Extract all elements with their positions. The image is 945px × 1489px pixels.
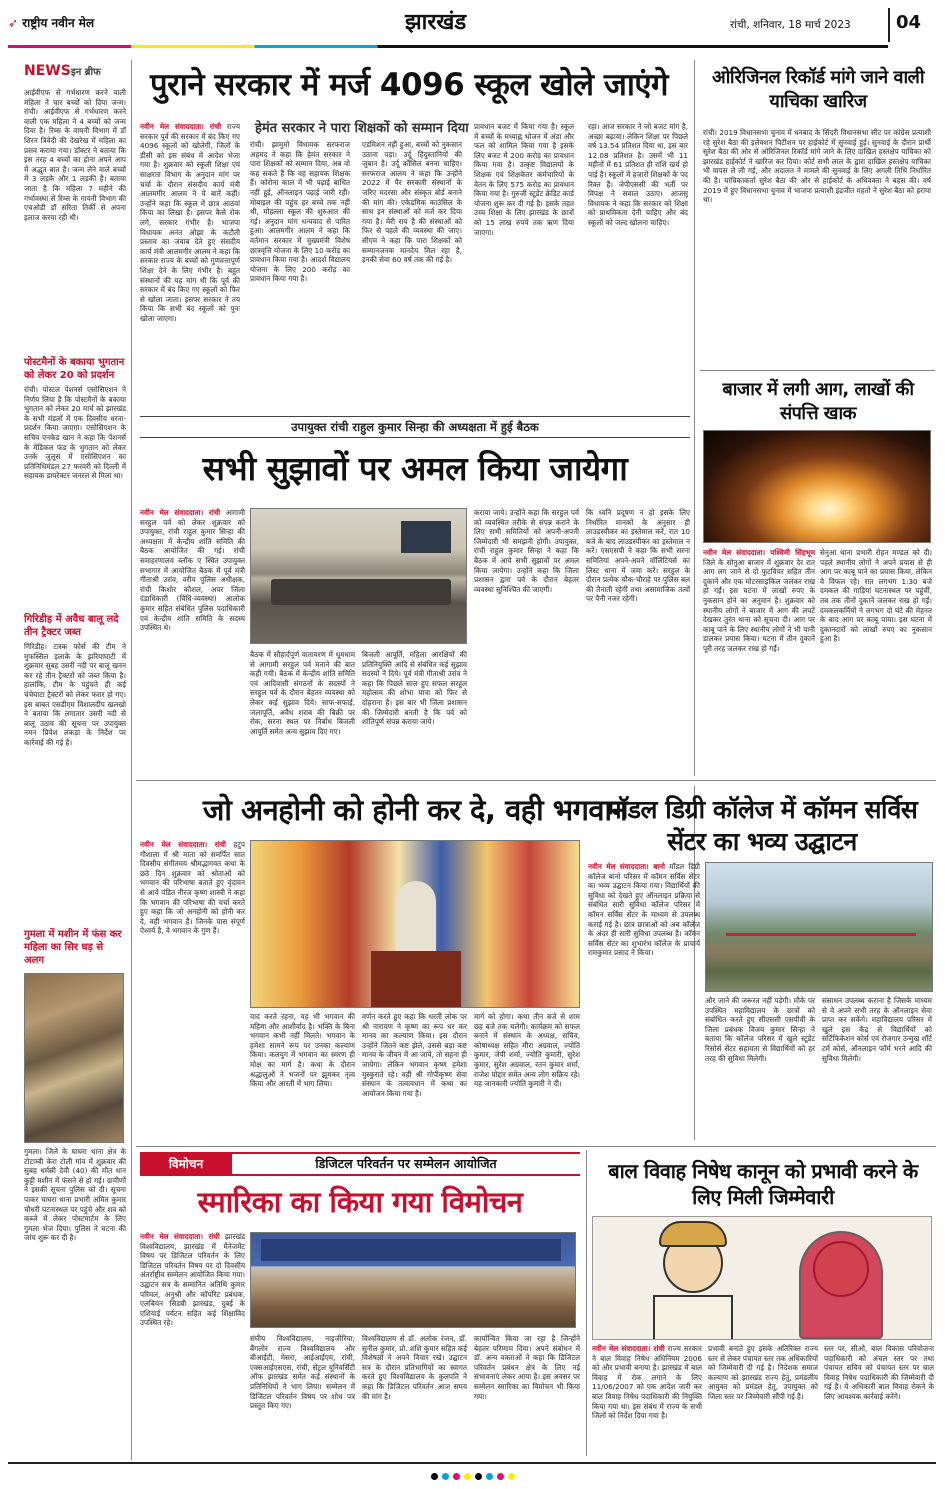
petition-headline: ओरिजिनल रिकॉर्ड मांगे जाने वाली याचिका खारिज — [712, 67, 924, 112]
meeting-col-1 — [140, 508, 245, 774]
fire-side-divider — [694, 400, 695, 776]
registration-dot — [497, 1473, 504, 1480]
lead-col-1 — [140, 122, 240, 394]
news-brief-column — [24, 62, 126, 1452]
bride-veil — [799, 1231, 883, 1339]
page-number: 04 — [896, 12, 922, 33]
meeting-strip — [140, 416, 690, 438]
news-brief-label — [24, 62, 126, 82]
fire-col-1-text: जिले के सोनुआ बाजार में शुक्रवार देर रात आग लग जाने से दो फुटवियर सहित तीन दुकानें और एक मोटरसाइकिल जलकर राख हो गईं। इस घटना में लाखों रुपए के नुकसान होने का अनुमान है। शुक्रवार को स्थानीय लोगों ने बाजार में आग की लपटें देखकर तुरंत थाना को सूचना दी। आग पर काबू पाने के लिए स्थानीय लोगों ने भी पानी डालकर प्रयास किया। घटना में तीन दुकानें पूरी तरह जलकर राख हो गईं। — [703, 557, 815, 653]
column-divider — [131, 60, 132, 1460]
fire-col-1 — [703, 548, 815, 776]
brief-body-3: गिरिडीह। टास्क फोर्स की टीम ने मुफस्सिल इलाके के झरियाघाटी में शुक्रवार सुबह उसरी नदी पर बालू खनन कर रहे तीन ट्रैक्टरों को जब्त किया है। हालांकि, टीम के पहुंचते ही कई चंचेघाटा ट्रैक्टरों को लेकर फरार हो गए। इस बाबत एसडीएम विशालदीप खलखो ने बताया कि लगातार उसरी नदी से बालू उठाव की सूचना पर उपायुक्त नमन प्रियेश लकड़ा के निर्देश पर कार्रवाई की गई है। — [24, 642, 126, 747]
college-col-1 — [588, 862, 700, 1140]
balvivah-col-1-text: राज्य सरकार ने बाल विवाह निषेध अधिनियम 2006 को और प्रभावी बनाया है। झारखंड में बाल विवाह में रोक लगाने के लिए 11/06/2007 को एक आदेश जारी कर बाल विवाह निषेध पदाधिकारी की नियुक्ति किया गया था। इस संबंध में राज्य के सभी जिलों को निर्देश दिया गया है। — [592, 1344, 702, 1421]
footer-rule — [8, 1462, 936, 1464]
bhagwan-headline: जो अनहोनी को होनी कर दे, वही भगवान — [202, 793, 628, 827]
balvivah-byline: नवीन मेल संवाददाता। रांची — [592, 1344, 665, 1353]
fire-photo — [703, 430, 931, 543]
bhagwan-col-1 — [140, 840, 245, 1140]
bird-icon: ➶ — [8, 16, 19, 30]
meeting-col-3: बिजली आपूर्ति, महिला आरक्षियों की प्रतिनियुक्ति आदि से संबंधित कई सुझाव सदस्यों ने दिये। पूर्व मंत्री गीताश्री उरांव ने कहा कि पिछले साल हुए सफल सरहुल महोत्सव की शोभा यात्रा को फिर से दोहराना है। इस बार भी जिला प्रशासन की जिम्मेदारी बनती है कि पर्व को शांतिपूर्ण संपन्न कराया जाये। — [362, 650, 467, 727]
lead-byline: नवीन मेल संवाददाता। रांची — [140, 122, 222, 131]
katha-photo-podium — [371, 951, 461, 1008]
meeting-col-1-text: आगामी सरहुल पर्व को लेकर शुक्रवार को उपायुक्त, रांची राहुल कुमार सिन्हा की अध्यक्षता में केन्द्रीय शांति समिति की बैठक आयोजित की गई। रांची समाहरणालय ब्लॉक ए स्थित उपायुक्त सभागार में आयोजित बैठक में पूर्व मंत्री गीताश्री उरांव, वरीय पुलिस अधीक्षक, रांची किशोर कौशल, अपर जिला दंडाधिकारी (विधि-व्यवस्था) आलोक कुमार सहित संबंधित पुलिस पदाधिकारी एवं केन्द्रीय शांति समिति के सदस्य उपस्थित थे। — [140, 508, 245, 633]
lead-col-4: प्रावधान बजट में किया गया है। स्कूल में बच्चों के मध्याह्न भोजन में अंडा और फल को शामिल किया गया है इसके लिए बजट में 200 करोड़ का प्रावधान किया गया है। उत्कृष्ट विद्यालयों के शिक्षक एवं शिक्षकेतर कर्मचारियों के वेतन के लिए 575 करोड़ का प्रावधान किया गया है। गुरुजी स्टूडेंट क्रेडिट कार्ड योजना शुरू कर दी गई है। इसके तहत उच्च शिक्षा के लिए झारखंड के छात्रों को 15 लाख रुपये तक ऋण दिया जाएगा। — [474, 122, 574, 237]
vimochan-byline: नवीन मेल संवाददाता। रांची — [140, 1232, 220, 1241]
petition-body: रांची। 2019 विधानसभा चुनाव में धनबाद के सिंदरी विधानसभा सीट पर कांग्रेस प्रत्याशी रहे सुरेश बैठा की इलेक्शन पिटीशन पर हाईकोर्ट में सुनवाई हुई। सुनवाई के दौरान प्रार्थी सुरेश बैठा की ओर से ओरिजिनल रिकॉर्ड मांगे जाने के लिए दाखिल हस्तक्षेप याचिका को झारखंड हाईकोर्ट ने खारिज कर दिया। कोर्ट सभी लाल के द्वारा दाखिल हस्तक्षेप याचिका भी वापस ले ली गई, और अदालत ने मामले की सुनवाई के लिए अगली तिथि निर्धारित की है। याचिकाकर्ता सुरेश बैठा की ओर से हाईकोर्ट के अधिवक्ता ने बहस की। वर्ष 2019 में हुए विधानसभा चुनाव में भाजपा प्रत्याशी इंद्रजीत महतो ने सुरेश बैठा को हराया था। — [703, 128, 931, 205]
meeting-bottom-rule — [136, 780, 936, 781]
machine-accident-photo — [24, 973, 124, 1143]
college-photo — [705, 862, 933, 992]
paper-name: राष्ट्रीय नवीन मेल — [22, 16, 95, 30]
balvivah-headline: बाल विवाह निषेध कानून को प्रभावी करने के लिए मिली जिम्मेवारी — [608, 1159, 918, 1209]
lead-col-3: एडमिशन नहीं हुआ, बच्चों को नुकसान उठाना पड़ा। उर्दू हिंदुस्तानियों की जुबान है। उर्दू कौंसिल बनना चाहिए। सरफराज आलम ने कहा कि उन्होंने 2022 में पैर सरकारी संस्थानों के जरिए मदरसा और संस्कृत बोर्ड बनाने की मांग की। एकेडमिक काउंसिल के साथ इन संस्थाओं को मर्ज कर दिया गया है। मेरी राय है की संस्थाओं को फिर से पहले की व्यवस्था की जाए। सीएम ने कहा कि पारा शिक्षकों को सम्मानजनक मानदेय मिल रहा है, इनकी सेवा 60 वर्ष तक की गई है। — [362, 140, 462, 265]
vimochan-col-1-text: झारखंड विश्वविद्यालय, झारखंड में मैनेजमेंट विषय पर डिजिटल परिवर्तन के लिए डिजिटल परिवर्तन विषय पर दो दिवसीय अंतर्राष्ट्रीय सम्मेलन आयोजित किया गया। उद्घाटन सत्र के सम्मानित अतिथि कुमार परिमल, अनुश्री और कॉर्पोरेट प्रबंधक, एलबियन सिडबी झारखंड, दुबई के एशियाई पर्यटन सहित कई शिक्षाविद उपस्थित रहे। — [140, 1232, 245, 1328]
vimochan-col-1 — [140, 1232, 245, 1454]
brief-intro: आईवीएफ से गर्भधारण करने वाली महिला ने चार बच्चों को दिया जन्म। रांची। आईवीएफ से गर्भधारण करने वाली एक महिला ने 4 बच्चों को जन्म दिया है। रिम्स के वायनी विभाग में डॉ शिरन त्रिवेदी की देखरेख में महिला का प्रसव कराया गया। डॉक्टर ने बताया कि इस तरह 4 बच्चों का होना अपने आप में अद्भुत बात है। जन्म लेने वाले बच्चों में 3 लड़के और 1 लड़की है। बताया जाता है कि महिला 7 महीने की गर्भावस्था से रिम्स के गायनी विभाग की एचओडी डॉ सरिता तिर्की से अपना इलाज करवा रही थी। — [24, 88, 126, 222]
college-byline: नवीन मेल संवाददाता। बानो — [588, 862, 666, 871]
vimochan-col-2: संघीय विश्वविद्यालय, नाइजीरिया; बैंगलोर राज्य विश्वविद्यालय और बीआईटी, मेसरा, आईआईएम, रांची, एक्सआईएसएस, रांची, सेंट्रल यूनिवर्सिटी ऑफ झारखंड समेत कई संस्थानों के प्रतिनिधियों ने भाग लिया। सम्मेलन में डिजिटल परिवर्तन विषय पर शोध पत्र प्रस्तुत किए गए। — [250, 1334, 355, 1411]
registration-dot — [453, 1473, 460, 1480]
lead-col-5: रहा। आज सरकार ने जो बजट मांग है, अच्छा बढ़ाया। लेकिन शिक्षा पर पिछले वर्ष 13.54 प्रतिशत दिया था, इस बार 12.08 प्रतिशत है। उसमें भी 11 महीनों में 61 प्रतिशत ही राशि खर्च हो पाई है। स्कूलों में हजारों शिक्षकों के पद रिक्त हैं। जेपीएससी की भर्ती पर विपक्ष ने सवाल उठाए। आजसू विधायक ने कहा कि सरकार को शिक्षा को प्राथमिकता देनी चाहिए और बंद स्कूलों को जल्द खोलना चाहिए। — [588, 122, 688, 227]
registration-dot — [475, 1473, 482, 1480]
masthead-divider — [888, 8, 890, 42]
balvivah-col-3: स्तर पर, सीओ, बाल विकास परियोजना पदाधिकारी को अंचल स्तर पर तथा पंचायत सचिव को पंचायत स्तर पर बाल विवाह निषेध पदाधिकारी की जिम्मेवारी दी गई है। ये अधिकारी बाल विवाह रोकने के लिए आवश्यक कार्रवाई करेंगे। — [824, 1344, 934, 1401]
registration-dot — [464, 1473, 471, 1480]
registration-dot — [431, 1473, 438, 1480]
brief-heading-3: गिरिडीह में अवैध बालू लदे तीन ट्रैक्टर जब्त — [24, 614, 119, 638]
college-col-2: और जाने की जरूरत नहीं पड़ेगी। मौके पर उपस्थित महाविद्यालय के छात्रों को संबोधित करते हुए सीएससी एसपीवी के जिला प्रबंधक विजय कुमार सिन्हा ने बताया कि कॉलेज परिसर में खुले स्टूडेंट रिसोर्स सेंटर सहायता से विद्यार्थियों को हर तरह की सुविधा मिलेगी। — [705, 996, 815, 1063]
bhagwan-col-1-text: हटुप गौशाला में श्री माता को समर्पित सात दिवसीय संगीतमय श्रीमद्भागवत कथा के छठे दिन शुक्रवार को श्रोताओं को भगवान की परिभाषा बताते हुए वृंदावन से आये पंडित नीरज कृष्ण शास्त्री ने कहा कि भगवान की परिभाषा की चर्चा करते हुए कहा कि जो अनहोनी को होनी कर दे, वही भगवान है। जिनके पास संपूर्ण ऐश्वर्य है, वे भगवान के गुण हैं। — [140, 840, 245, 936]
lower-rule — [136, 1146, 936, 1147]
groom-turban — [659, 1221, 727, 1247]
balvivah-divider — [586, 1150, 587, 1456]
registration-marks — [0, 1473, 945, 1483]
meeting-strip-text: उपायुक्त रांची राहुल कुमार सिन्हा की अध्यक्षता में हुई बैठक — [291, 420, 539, 434]
meeting-byline: नवीन मेल संवाददाता। रांची — [140, 508, 221, 517]
meeting-col-2: बैठक में सौहार्दपूर्ण वातावरण में धूमधाम से आगामी सरहुल पर्व मनाने की बात कही गयी। बैठक में केन्द्रीय शांति समिति एवं आदिवासी संगठनों के सदस्यों ने सरहुल पर्व के दौरान बेहतर व्यवस्था को लेकर कई सुझाव दिये। साफ-सफाई, जलापूर्ति, अवैध शराब की बिक्री पर रोक, सरना स्थल पर निर्बाध बिजली आपूर्ति समेत अन्य सुझाव दिए गए। — [250, 650, 355, 736]
balvivah-illustration — [592, 1216, 932, 1340]
groom-body — [653, 1295, 733, 1339]
college-photo-ribbon — [726, 933, 916, 936]
fire-byline: नवीन मेल संवाददाता। पश्चिमी सिंहभूम — [703, 548, 815, 557]
lead-col-1-text: राज्य सरकार पूर्व की सरकार में बंद किए गए 4096 स्कूलों को खोलेगी, जिलों के डीसी को इस संबंध में आदेश भेजा गया है। शुक्रवार को स्कूली शिक्षा एवं साक्षरता विभाग के अनुदान मांग पर चर्चा के दौरान संसदीय कार्य मंत्री आलमगीर आलम ने ये बातें कहीं। उन्होंने कहा कि स्कूल में छात्र आठवां किया का लिखा है। इसपर कैसे रोक लगे, सरकार गंभीर है। भाजपा विधायक अनंत ओझा के कटौती प्रस्ताव का जवाब देते हुए संसदीय कार्य मंत्री आलमगीर आलम ने कहा कि सरकार राज्य के बच्चों को गुणवत्तापूर्ण शिक्षा देने के लिए गंभीर है। बहुत संस्थानों की यह मांग थी कि पूर्व की सरकार में बंद किए गए स्कूलों को फिर से खोला जाता। इसपर सरकार ने तय किया कि सभी बंद स्कूलों को पुनः खोला जाएगा। — [140, 122, 240, 323]
petition-bottom-rule — [700, 370, 935, 371]
lead-col-2: रांची। झामुमो विधायक सरफराज अहमद ने कहा कि हेमंत सरकार ने पारा शिक्षकों को सम्मान दिया, अब वो कह सकते हैं कि वह सहायक शिक्षक हैं। कोरोना काल में भी पढ़ाई बाधित नहीं हुई, ऑनलाइन पढ़ाई जारी रही। मोबाइल की पहुंच हर बच्चे तक नहीं थी, मोहल्ला स्कूल की शुरुआत की गई। अनुदान मांग धन्यवाद से पारित हुआ। आलमगीर आलम ने कहा कि वर्तमान सरकार में मुख्यमंत्री विशेष छात्रवृत्ति योजना के लिए 10 करोड़ का प्रावधान किया गया है। आदर्श विद्यालय योजना के लिए 200 करोड़ का प्रावधान किया गया है। — [250, 140, 350, 284]
bhagwan-col-3: वर्णन करते हुए कहा कि धरती लोक पर श्री नारायण ने कृष्ण का रूप धर कर मानव का कल्याण किया। इस दौरान उन्होंने जितने कष्ट झेले, उससे बड़ा कष्ट मानव के जीवन में आ जाये, तो सहना ही जायेगा। लेकिन भगवान कृष्ण हमेशा मुस्कुराते रहे। वहीं श्री गोपीकृष्ण सेवा संस्थान के तत्वावधान में कथा का आयोजन किया गया है। — [362, 1012, 467, 1098]
vimochan-tag-text: विमोचन — [168, 1157, 204, 1171]
balvivah-col-2: प्रभावी बनाते हुए इसके अतिरिक्त राज्य स्तर से लेकर पंचायत स्तर तक अधिकारियों को जिम्मेवारी दी गई है। निदेशक समाज कल्याण को झारखंड राज्य हेतु, प्रमंडलीय आयुक्त को प्रमंडल हेतु, उपायुक्त को जिला स्तर पर जिम्मेवारी सौंपी गई है। — [708, 1344, 818, 1401]
registration-dot — [486, 1473, 493, 1480]
masthead-rule — [8, 45, 888, 48]
lead-headline: पुराने सरकार में मर्ज 4096 स्कूल खोले जाएंगे — [150, 67, 668, 103]
registration-dot — [508, 1473, 515, 1480]
vimochan-photo — [250, 1232, 576, 1328]
vimochan-photo-banner — [261, 1239, 561, 1261]
brief-label: इन ब्रीफ — [70, 67, 101, 78]
masthead-logo — [8, 14, 94, 31]
registration-dot — [442, 1473, 449, 1480]
balvivah-col-1 — [592, 1344, 702, 1454]
brief-body-2: रांची। पोस्टल पेंशनर्स एसोसिएशन ने निर्णय लिया है कि पोस्टमैनों के बकाया भुगतान को लेकर 20 मार्च को झारखंड के सभी मंडलों में एक दिवसीय धरना-प्रदर्शन किया जाएगा। एसोसिएशन के सचिव एनकेड खान ने कहा कि पेंशनर्स के मेडिकल फंड के भुगतान को लेकर उनके जुलूस में एसोसिएशन का प्रतिनिधिमंडल 27 फरवरी को दिल्ली में सहायक डायरेक्टर जनरल से मिला था। — [24, 385, 126, 481]
brief-heading-4: गुमला में मशीन में फंस कर महिला का सिर धड़ से अलग — [24, 929, 122, 966]
vimochan-strip — [232, 1152, 580, 1176]
meeting-col-5: कि ध्वनि प्रदूषण न हो इसके लिए निर्धारित मानकों के अनुसार ही लाउडस्पीकर का इस्तेमाल करें, रात 10 बजे के बाद लाउडस्पीकर का इस्तेमाल न करें। एसएसपी ने कहा कि सभी सरना समितियां अपने-अपने वॉलिंटियर्स का लिस्ट थाना में जमा करें। सरहुल के दौरान प्रत्येक चौक-चौराहे पर पुलिस बल की तैनाती रहेगी तथा असामाजिक तत्वों पर पैनी नजर रहेगी। — [586, 508, 690, 604]
meeting-headline: सभी सुझावों पर अमल किया जायेगा — [202, 449, 628, 488]
lead-side-divider — [694, 60, 695, 400]
news-label: NEWS — [24, 63, 71, 79]
dateline: रांची, शनिवार, 18 मार्च 2023 — [730, 19, 851, 31]
katha-photo-speaker — [396, 881, 436, 961]
bhagwan-col-4: मार्ग को होगा। कथा तीन बजे से शाम छह बजे तक चलेगी। कार्यक्रम को सफल बनाने में संस्थान के अध्यक्ष, सचिव, कोषाध्यक्ष सहित मीरा अग्रवाल, ज्योति कुमार, जेपी शर्मा, ज्योति कुमारी, सुरेश कुमार, सुरेश अग्रवाल, रतन कुमार शर्मा, राजेश पोद्दार समेत अन्य लोग सक्रिय रहे। यह जानकारी ज्योति कुमारी ने दी। — [474, 1012, 580, 1089]
bhagwan-col-2: याद करते रहना, यह भी भगवान की महिमा और आशीर्वाद है। भक्ति के बिना भगवान कभी नहीं मिलते। भगवान के हमेशा सामने रूप पर उनका कल्याण किया। कलयुग में भगवान का स्मरण ही मोक्ष का मार्ग है। कथा के दौरान श्रद्धालुओं ने भजनों पर झूमकर नृत्य किया और आरती में भाग लिया। — [250, 1012, 355, 1089]
bhagwan-byline: नवीन मेल संवाददाता। रांची — [140, 840, 227, 849]
college-col-1-text: मॉडल डिग्री कॉलेज बानो परिसर में कॉमन सर्विस सेंटर का भव्य उद्घाटन किया गया। विद्यार्थियों की सुविधा को देखते हुए ऑनलाइन प्रक्रिया से संबंधित सारी सुविधा कॉलेज परिसर में कॉमन सर्विस सेंटर के माध्यम से उपलब्ध कराई गई है। छात्र छात्राओं को अब कॉलेज के अंदर ही सारी सुविधा उपलब्ध है। कॉमन सर्विस सेंटर का शुभारंभ कॉलेज के प्राचार्य रामकुमार प्रसाद ने किया। — [588, 862, 700, 958]
college-col-3: संसाधन उपलब्ध कराना है जिसके माध्यम से वे अपने सभी तरह के ऑनलाइन सेवा प्राप्त कर सकेंगे। महाविद्यालय परिसर में खुले इस केंद्र से विद्यार्थियों को सर्टिफिकेशन कोर्स एवं रोजगार उन्मुख शॉर्ट टर्म कोर्स, ऑनलाइन फॉर्म भरने आदि की सुविधा मिलेगी। — [822, 996, 932, 1063]
meeting-photo — [250, 508, 467, 644]
vimochan-tag — [140, 1152, 232, 1176]
meeting-photo-table — [271, 579, 451, 605]
masthead — [0, 0, 945, 50]
fire-col-2: सेनुआ थाना प्रभारी रोहन मण्डल को दी। पहले स्थानीय लोगों ने अपने प्रयास से ही आग पर काबू पाने का प्रयास किया, लेकिन वे विफल रहे। रात लगभग 1:30 बजे दमकल की गाड़ियां घटनास्थल पर पहुंचीं, तब तक तीनों दुकानें जलकर राख हो गईं। दमकलकर्मियों ने लगभग दो घंटे की मेहनत के बाद आग पर काबू पाया। इस घटना में दुकानदारों को लाखों रुपए का नुकसान हुआ है। — [820, 548, 932, 644]
meeting-col-4: कराया जाये। उन्होंने कहा कि सरहुल पर्व को व्यवस्थित तरीके से संपन्न कराने के लिए सभी समितियों को अपनी-अपनी जिम्मेदारी भी समझनी होगी। उपायुक्त, रांची राहुल कुमार सिन्हा ने कहा कि बैठक में आये सभी सुझावों पर अमल किया जायेगा। उन्होंने कहा कि जिला प्रशासन द्वारा पर्व के दौरान बेहतर व्यवस्था सुनिश्चित की जाएगी। — [474, 508, 579, 594]
vimochan-col-3: विश्वविद्यालय से डॉ. अलोक रंजन, डॉ. सुनील कुमार, प्रो. शशि कुमार सहित कई विशेषज्ञों ने अपने विचार रखे। उद्घाटन सत्र के दौरान प्रतिभागियों का स्वागत करते हुए विश्वविद्यालय के कुलपति ने कहा कि डिजिटल परिवर्तन आज समय की मांग है। — [362, 1334, 467, 1401]
vimochan-strip-text: डिजिटल परिवर्तन पर सम्मेलन आयोजित — [315, 1156, 497, 1171]
lead-subhead: हेमंत सरकार ने पारा शिक्षकों को सम्मान दिया — [255, 121, 469, 136]
brief-caption-4: गुमला। जिले के घाघरा थाना क्षेत्र के टोटाम्बी केरा टोली गांव में शुक्रवार की सुबह धर्मस्री देवी (40) की मौत धान कुट्टी मशीन में फंसने से हो गई। ग्रामीणों ने इसकी सूचना पुलिस को दी। सूचना पाकर घाघरा थाना प्रभारी अमित कुमार चौधरी घटनास्थल पर पहुंचे और शव को कब्जे में लेकर पोस्टमार्टम के लिए गुमला भेज दिया। पुलिस ने घटना की जांच शुरू कर दी है। — [24, 1147, 126, 1243]
section-title: झारखंड — [405, 10, 467, 35]
katha-photo — [250, 840, 580, 1008]
vimochan-headline: स्मारिका का किया गया विमोचन — [197, 1185, 523, 1219]
brief-heading-2: पोस्टमैनों के बकाया भुगतान को लेकर 20 को प्रदर्शन — [24, 357, 125, 381]
college-headline: मॉडल डिग्री कॉलेज में कॉमन सर्विस सेंटर का भव्य उद्घाटन — [606, 795, 918, 856]
fire-headline: बाजार में लगी आग, लाखों की संपत्ति खाक — [722, 379, 914, 424]
meeting-photo-screen — [401, 521, 451, 553]
vimochan-col-4: कार्यान्वित किया जा रहा है जिन्होंने बेहतर परिणाम दिया। अपने संबोधन में डॉ. अन्य वक्ताओं ने कहा कि डिजिटल परिवर्तन प्रबंधन क्षेत्र के लिए नई संभावनाएं लेकर आया है। इस अवसर पर सम्मेलन स्मारिका का विमोचन भी किया गया। — [474, 1334, 580, 1401]
